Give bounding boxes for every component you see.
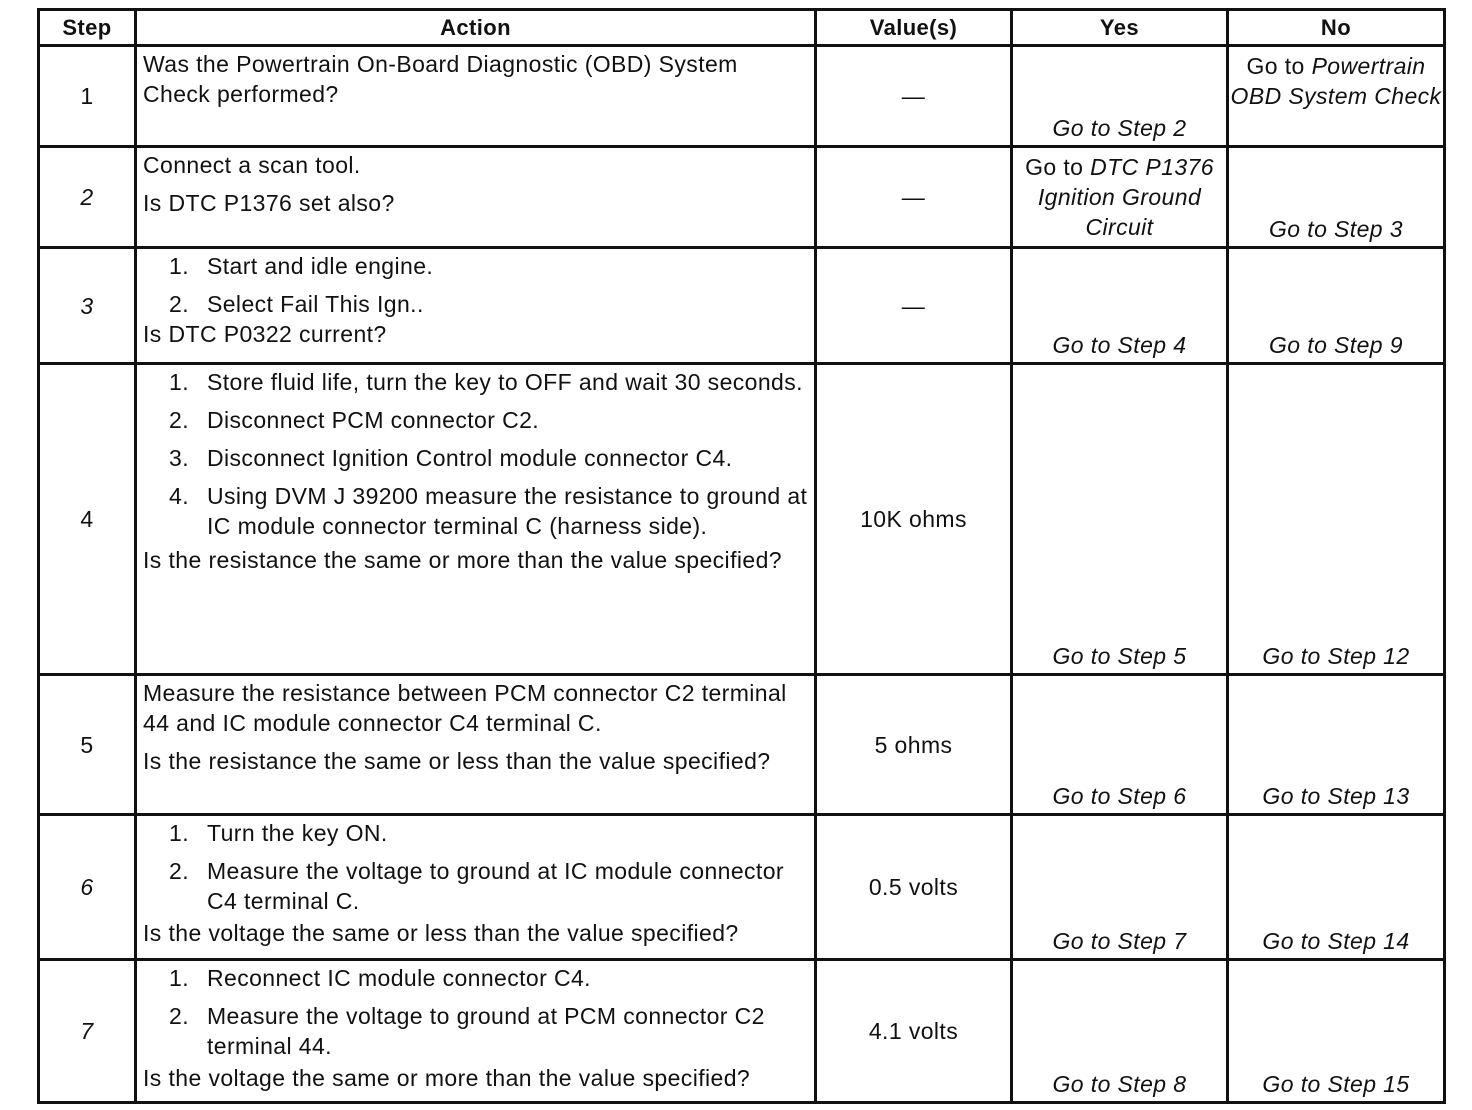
yes-goto-prefix: Go to: [1025, 154, 1084, 180]
table-row-step-5: [39, 675, 1445, 815]
step-number: [39, 364, 136, 675]
step-number: [39, 248, 136, 364]
no-goto-link[interactable]: Go to Step 13: [1262, 783, 1410, 809]
action-question: Is the voltage the same or more than the value specified?: [143, 1065, 751, 1091]
no-goto-target: Powertrain OBD System Check: [1230, 53, 1442, 109]
yes-goto-link[interactable]: [1013, 152, 1226, 242]
yes-cell: [1012, 248, 1228, 364]
step-number-text: 2: [80, 184, 94, 210]
list-item: 3. Disconnect Ignition Control module connector C4.: [169, 445, 733, 471]
value-cell: [816, 364, 1012, 675]
action-question: Was the Powertrain On-Board Diagnostic (OBD) System Check performed?: [143, 51, 738, 107]
no-cell: [1228, 815, 1445, 960]
action-question: Is the resistance the same or more than the value specified?: [143, 547, 782, 573]
step-number: [39, 960, 136, 1103]
list-item-text: Disconnect Ignition Control module connector C4.: [207, 445, 733, 471]
action-question: Is the voltage the same or less than the value specified?: [143, 920, 739, 946]
list-item-text: Turn the key ON.: [207, 820, 388, 846]
yes-cell: [1012, 46, 1228, 147]
step-number: [39, 815, 136, 960]
list-item-text: Measure the voltage to ground at IC module connector C4 terminal C.: [207, 858, 784, 914]
action-cell: [136, 46, 816, 147]
yes-goto-link[interactable]: Go to Step 4: [1052, 332, 1187, 358]
list-item-text: Select Fail This Ign..: [207, 291, 424, 317]
value-text: —: [901, 292, 926, 319]
yes-cell: [1012, 815, 1228, 960]
value-cell: [816, 960, 1012, 1103]
list-item: 4. Using DVM J 39200 measure the resistance to ground at IC module connector terminal C (harness side).: [169, 483, 808, 539]
table-row-step-7: [39, 960, 1445, 1103]
diagnostic-table-sheet: [37, 8, 1446, 1104]
value-text: 0.5 volts: [868, 874, 959, 900]
list-item: 2. Select Fail This Ign..: [169, 291, 424, 317]
action-question: Is DTC P0322 current?: [143, 321, 387, 347]
no-cell: [1228, 46, 1445, 147]
list-item-text: Reconnect IC module connector C4.: [207, 965, 591, 991]
action-intro: Measure the resistance between PCM connector C2 terminal 44 and IC module connector C4 terminal C.: [143, 680, 787, 736]
no-goto-link[interactable]: Go to Step 9: [1269, 332, 1403, 358]
value-text: 5 ohms: [874, 731, 953, 758]
no-goto-link[interactable]: Go to Step 12: [1262, 643, 1410, 669]
yes-goto-link[interactable]: Go to Step 5: [1052, 643, 1187, 669]
no-cell: [1228, 675, 1445, 815]
no-cell: [1228, 147, 1445, 248]
step-number-text: 1: [80, 83, 94, 109]
list-item: 1. Start and idle engine.: [169, 253, 434, 279]
yes-cell: [1012, 147, 1228, 248]
header-values: Value(s): [816, 10, 1012, 46]
value-cell: [816, 46, 1012, 147]
yes-goto-link[interactable]: Go to Step 6: [1052, 783, 1187, 809]
value-text: —: [901, 184, 926, 210]
action-cell: [136, 147, 816, 248]
yes-goto-link[interactable]: Go to Step 7: [1052, 928, 1187, 954]
value-text: 10K ohms: [860, 506, 967, 532]
table-row-step-1: [39, 46, 1445, 147]
list-item: 2. Measure the voltage to ground at IC module connector C4 terminal C.: [169, 858, 784, 914]
header-step: Step: [39, 10, 136, 46]
table-row-step-4: [39, 364, 1445, 675]
list-item-text: Store fluid life, turn the key to OFF and wait 30 seconds.: [207, 369, 803, 395]
action-steps-list: [143, 251, 808, 319]
no-cell: [1228, 960, 1445, 1103]
step-number: [39, 46, 136, 147]
no-goto-link[interactable]: Go to Step 14: [1262, 928, 1410, 954]
value-cell: [816, 815, 1012, 960]
list-item-text: Disconnect PCM connector C2.: [207, 407, 540, 433]
action-cell: [136, 960, 816, 1103]
value-cell: [816, 147, 1012, 248]
step-number-text: 4: [80, 506, 94, 532]
yes-cell: [1012, 960, 1228, 1103]
header-action: Action: [136, 10, 816, 46]
list-item: 1. Store fluid life, turn the key to OFF and wait 30 seconds.: [169, 369, 803, 395]
header-yes: Yes: [1012, 10, 1228, 46]
value-cell: [816, 675, 1012, 815]
list-item: 2. Disconnect PCM connector C2.: [169, 407, 540, 433]
no-goto-link[interactable]: [1229, 51, 1443, 111]
action-intro: Connect a scan tool.: [143, 152, 361, 178]
list-item-text: Using DVM J 39200 measure the resistance to ground at IC module connector terminal C (harness side).: [207, 483, 808, 539]
table-row-step-2: [39, 147, 1445, 248]
list-item: 1. Turn the key ON.: [169, 820, 388, 846]
action-cell: [136, 364, 816, 675]
yes-cell: [1012, 364, 1228, 675]
step-number: [39, 675, 136, 815]
action-cell: [136, 815, 816, 960]
yes-goto-link[interactable]: Go to Step 2: [1052, 115, 1187, 141]
list-item: 2. Measure the voltage to ground at PCM connector C2 terminal 44.: [169, 1003, 765, 1059]
value-text: 4.1 volts: [868, 1018, 959, 1044]
diagnostic-table: [37, 8, 1446, 1104]
action-question: Is the resistance the same or less than the value specified?: [143, 748, 771, 774]
no-cell: [1228, 364, 1445, 675]
value-text: —: [901, 83, 926, 109]
step-number-text: 6: [80, 874, 94, 900]
yes-goto-target: DTC P1376 Ignition Ground Circuit: [1037, 154, 1214, 240]
no-cell: [1228, 248, 1445, 364]
step-number-text: 3: [80, 292, 94, 319]
value-cell: [816, 248, 1012, 364]
step-number-text: 5: [80, 731, 94, 758]
no-goto-link[interactable]: Go to Step 15: [1262, 1071, 1410, 1097]
action-steps-list: [143, 367, 808, 541]
no-goto-prefix: Go to: [1246, 53, 1305, 79]
step-number: [39, 147, 136, 248]
list-item-text: Start and idle engine.: [207, 253, 434, 279]
action-steps-list: [143, 818, 808, 916]
action-cell: [136, 248, 816, 364]
list-item: 1. Reconnect IC module connector C4.: [169, 965, 591, 991]
action-question: Is DTC P1376 set also?: [143, 190, 395, 216]
header-row: [39, 10, 1445, 46]
action-cell: [136, 675, 816, 815]
header-no: No: [1228, 10, 1445, 46]
no-goto-link[interactable]: Go to Step 3: [1269, 216, 1403, 242]
table-row-step-3: [39, 248, 1445, 364]
table-row-step-6: [39, 815, 1445, 960]
step-number-text: 7: [80, 1018, 94, 1044]
yes-cell: [1012, 675, 1228, 815]
action-steps-list: [143, 963, 808, 1061]
yes-goto-link[interactable]: Go to Step 8: [1052, 1071, 1187, 1097]
list-item-text: Measure the voltage to ground at PCM connector C2 terminal 44.: [207, 1003, 765, 1059]
